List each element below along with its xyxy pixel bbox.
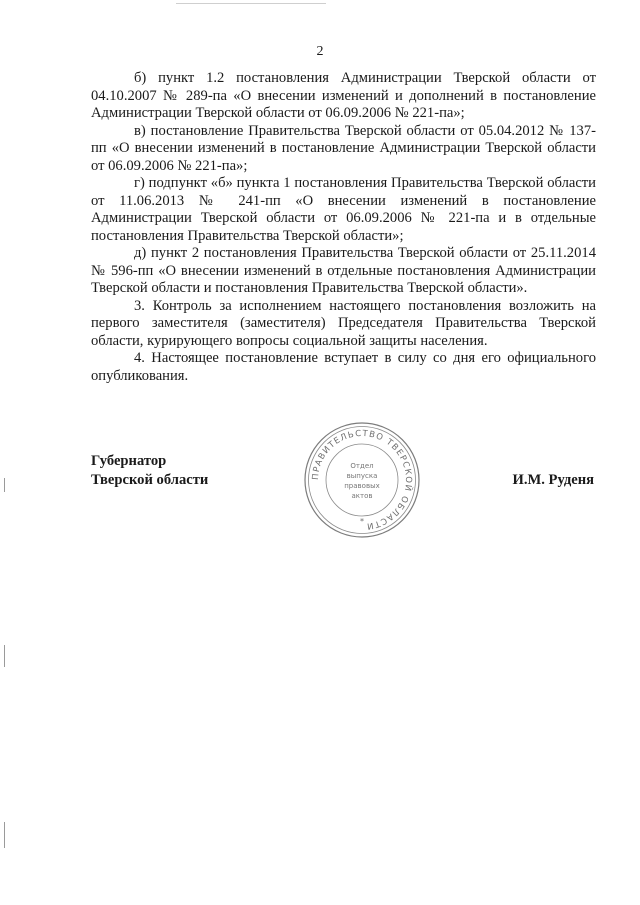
seal-center-line3: правовых bbox=[344, 482, 380, 490]
seal-center-line1: Отдел bbox=[350, 462, 374, 470]
official-seal-stamp bbox=[298, 420, 426, 540]
scan-artifact bbox=[176, 3, 326, 4]
paragraph-g: г) подпункт «б» пункта 1 постановления Правительства Тверской области от 11.06.2013 № 241-пп «О внесении изменений в постановление Администрации Тверской области от 06.09.2006 № 221-па и в отдельные постановления Правительства Тверской области»; bbox=[91, 175, 596, 244]
signatory-name: И.М. Руденя bbox=[512, 472, 594, 488]
scan-artifact bbox=[4, 478, 5, 492]
page-number: 2 bbox=[316, 44, 324, 59]
paragraph-v: в) постановление Правительства Тверской области от 05.04.2012 № 137-пп «О внесении изменений в постановление Администрации Тверской области от 06.09.2006 № 221-па»; bbox=[91, 122, 596, 174]
seal-ring-text: ПРАВИТЕЛЬСТВО ТВЕРСКОЙ ОБЛАСТИ bbox=[310, 428, 414, 531]
signatory-title bbox=[91, 452, 208, 490]
paragraph-d: д) пункт 2 постановления Правительства Тверской области от 25.11.2014 № 596-пп «О внесении изменений в отдельные постановления Администрации Тверской области и постановления Правительства Тверской области». bbox=[91, 245, 596, 296]
seal-center-line2: выпуска bbox=[346, 472, 378, 480]
seal-star-icon: * bbox=[360, 517, 364, 526]
seal-center-line4: актов bbox=[351, 492, 373, 500]
scan-artifact bbox=[4, 645, 5, 667]
paragraph-b: б) пункт 1.2 постановления Администрации Тверской области от 04.10.2007 № 289-па «О внесении изменений и дополнений в постановление Администрации Тверской области от 06.09.2006 № 221-па»; bbox=[91, 70, 596, 121]
paragraph-3: 3. Контроль за исполнением настоящего постановления возложить на первого заместителя (заместителя) Председателя Правительства Тверской области, курирующего вопросы социальной защиты населения. bbox=[91, 297, 596, 349]
scan-artifact bbox=[4, 822, 5, 848]
signatory-title-line1: Губернатор bbox=[91, 453, 167, 469]
paragraph-4: 4. Настоящее постановление вступает в силу со дня его официального опубликования. bbox=[91, 350, 596, 384]
document-body bbox=[91, 70, 596, 385]
signatory-title-line2: Тверской области bbox=[91, 472, 209, 488]
